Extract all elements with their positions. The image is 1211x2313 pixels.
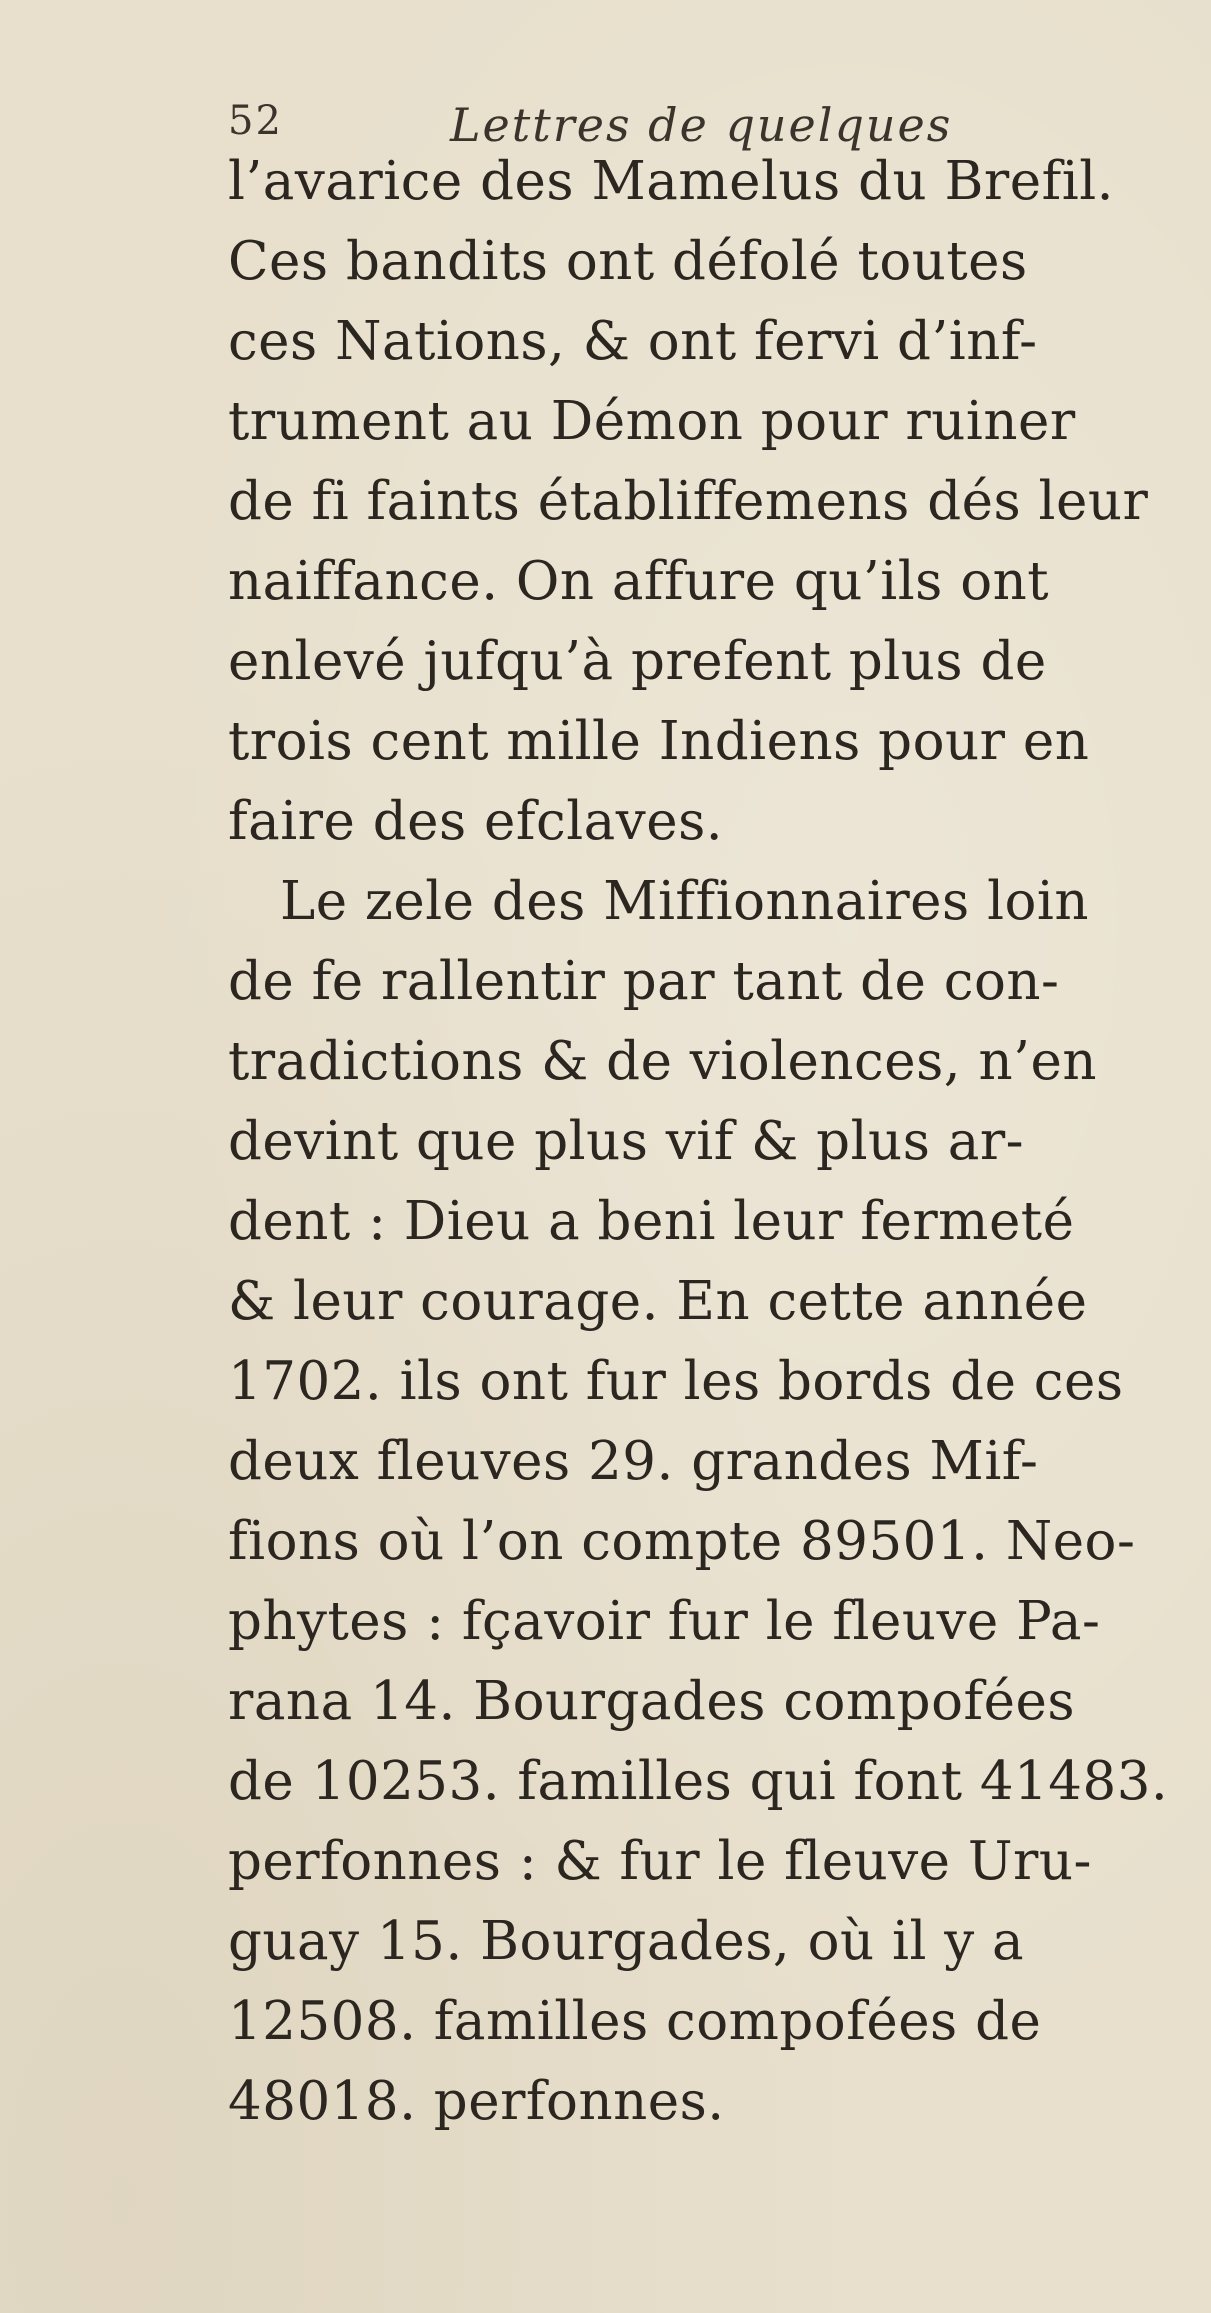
text-line: enlevé jufqu’à prefent plus de xyxy=(228,631,1047,692)
text-line: l’avarice des Mamelus du Brefil. xyxy=(228,151,1114,212)
text-line: guay 15. Bourgades, où il y a xyxy=(228,1911,1025,1972)
text-line: fions où l’on compte 89501. Neo- xyxy=(228,1511,1136,1572)
running-head-title: Lettres de quelques xyxy=(450,98,953,152)
text-line: trois cent mille Indiens pour en xyxy=(228,711,1090,772)
text-line: 1702. ils ont fur les bords de ces xyxy=(228,1351,1124,1412)
text-line: naiffance. On affure qu’ils ont xyxy=(228,551,1050,612)
text-line: 12508. familles compofées de xyxy=(228,1991,1042,2052)
text-line: perfonnes : & fur le fleuve Uru- xyxy=(228,1831,1092,1892)
text-line: Ces bandits ont défolé toutes xyxy=(228,231,1028,292)
text-line: de fe rallentir par tant de con- xyxy=(228,951,1060,1012)
text-line: ces Nations, & ont fervi d’inf- xyxy=(228,311,1038,372)
text-line: phytes : fçavoir fur le fleuve Pa- xyxy=(228,1591,1101,1652)
page-number: 52 xyxy=(228,98,283,144)
text-line: deux fleuves 29. grandes Mif- xyxy=(228,1431,1039,1492)
text-line: faire des efclaves. xyxy=(228,791,724,852)
text-line: trument au Démon pour ruiner xyxy=(228,391,1076,452)
text-line: dent : Dieu a beni leur fermeté xyxy=(228,1191,1075,1252)
body-text xyxy=(228,142,1183,2142)
paragraph-first-line: Le zele des Miffionnaires loin xyxy=(280,871,1090,932)
text-line: de fi faints établiffemens dés leur xyxy=(228,471,1149,532)
text-line: de 10253. familles qui font 41483. xyxy=(228,1751,1169,1812)
text-line: & leur courage. En cette année xyxy=(228,1271,1088,1332)
text-line: devint que plus vif & plus ar- xyxy=(228,1111,1025,1172)
text-line: tradictions & de violences, n’en xyxy=(228,1031,1097,1092)
text-line: 48018. perfonnes. xyxy=(228,2071,725,2132)
text-line: rana 14. Bourgades compofées xyxy=(228,1671,1076,1732)
